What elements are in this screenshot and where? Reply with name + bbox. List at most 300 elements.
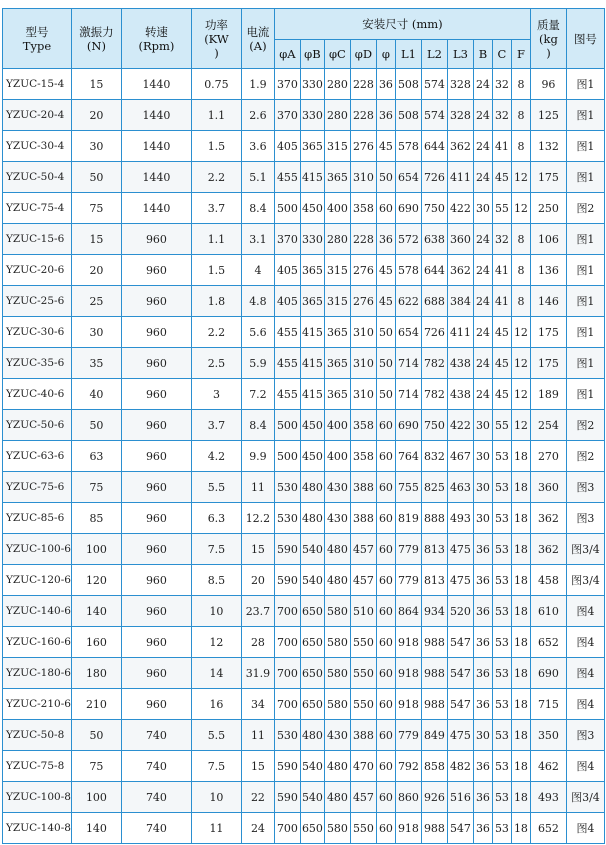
- table-cell: 493: [530, 782, 566, 813]
- table-cell: 36: [473, 813, 492, 844]
- table-cell: YZUC-15-4: [3, 69, 72, 100]
- table-row: [3, 720, 605, 751]
- table-row: [3, 658, 605, 689]
- table-cell: 960: [121, 472, 191, 503]
- table-cell: 740: [121, 751, 191, 782]
- table-cell: 11: [241, 720, 274, 751]
- table-cell: 36: [473, 534, 492, 565]
- table-cell: 280: [324, 224, 350, 255]
- table-cell: 310: [350, 379, 376, 410]
- table-cell: 960: [121, 317, 191, 348]
- table-cell: 463: [447, 472, 473, 503]
- table-cell: 650: [300, 596, 324, 627]
- table-row: [3, 224, 605, 255]
- table-cell: 455: [274, 162, 300, 193]
- table-cell: 422: [447, 410, 473, 441]
- table-cell: 918: [395, 689, 421, 720]
- table-cell: 28: [241, 627, 274, 658]
- table-row: [3, 596, 605, 627]
- table-cell: 36: [376, 100, 395, 131]
- table-cell: 图3: [566, 720, 604, 751]
- table-cell: 530: [274, 503, 300, 534]
- table-cell: 189: [530, 379, 566, 410]
- table-cell: 726: [421, 162, 447, 193]
- table-cell: 20: [71, 100, 121, 131]
- table-cell: 510: [350, 596, 376, 627]
- table-cell: 18: [511, 689, 530, 720]
- table-cell: 175: [530, 317, 566, 348]
- table-cell: 45: [376, 255, 395, 286]
- table-cell: 36: [376, 224, 395, 255]
- table-cell: 24: [473, 100, 492, 131]
- table-cell: 690: [530, 658, 566, 689]
- table-cell: YZUC-210-6: [3, 689, 72, 720]
- table-cell: 18: [511, 441, 530, 472]
- header-power: [191, 9, 241, 69]
- header-dim-9: C: [492, 40, 511, 69]
- table-cell: 23.7: [241, 596, 274, 627]
- table-cell: 457: [350, 782, 376, 813]
- table-cell: 53: [492, 627, 511, 658]
- table-cell: 2.6: [241, 100, 274, 131]
- table-cell: 960: [121, 534, 191, 565]
- table-cell: 457: [350, 565, 376, 596]
- table-cell: 726: [421, 317, 447, 348]
- table-cell: 547: [447, 627, 473, 658]
- table-cell: 590: [274, 751, 300, 782]
- table-cell: 12: [191, 627, 241, 658]
- table-cell: 36: [473, 751, 492, 782]
- table-cell: 24: [473, 317, 492, 348]
- table-cell: 400: [324, 410, 350, 441]
- table-cell: 图1: [566, 162, 604, 193]
- table-cell: 228: [350, 224, 376, 255]
- table-cell: 782: [421, 348, 447, 379]
- table-cell: 516: [447, 782, 473, 813]
- header-dim-3: φD: [350, 40, 376, 69]
- table-cell: YZUC-20-4: [3, 100, 72, 131]
- table-row: [3, 410, 605, 441]
- table-cell: 图1: [566, 255, 604, 286]
- table-cell: 310: [350, 317, 376, 348]
- header-model-label: 型号 Type: [22, 24, 52, 53]
- table-cell: 160: [71, 627, 121, 658]
- table-cell: 480: [324, 565, 350, 596]
- table-cell: 475: [447, 534, 473, 565]
- table-cell: 520: [447, 596, 473, 627]
- table-cell: 652: [530, 627, 566, 658]
- table-cell: 8: [511, 286, 530, 317]
- table-cell: 8: [511, 224, 530, 255]
- table-cell: 55: [492, 193, 511, 224]
- table-cell: 960: [121, 286, 191, 317]
- table-cell: 228: [350, 69, 376, 100]
- table-cell: 960: [121, 565, 191, 596]
- table-cell: 7.2: [241, 379, 274, 410]
- table-cell: YZUC-180-6: [3, 658, 72, 689]
- table-cell: 715: [530, 689, 566, 720]
- table-row: [3, 689, 605, 720]
- table-cell: 508: [395, 100, 421, 131]
- table-cell: 35: [71, 348, 121, 379]
- table-cell: 400: [324, 441, 350, 472]
- table-cell: 480: [324, 534, 350, 565]
- table-cell: 30: [473, 503, 492, 534]
- header-current: [241, 9, 274, 69]
- table-cell: 580: [324, 596, 350, 627]
- table-cell: 8: [511, 69, 530, 100]
- table-cell: 475: [447, 565, 473, 596]
- table-cell: 8.4: [241, 193, 274, 224]
- table-cell: 3.6: [241, 131, 274, 162]
- table-cell: 14: [191, 658, 241, 689]
- table-cell: YZUC-75-6: [3, 472, 72, 503]
- header-force-label: 激振力 (N): [79, 24, 114, 53]
- table-cell: 60: [376, 534, 395, 565]
- table-cell: 8: [511, 255, 530, 286]
- table-cell: 53: [492, 503, 511, 534]
- table-cell: 125: [530, 100, 566, 131]
- header-dim-4: φ: [376, 40, 395, 69]
- table-cell: 330: [300, 100, 324, 131]
- table-cell: 411: [447, 317, 473, 348]
- table-cell: 12: [511, 410, 530, 441]
- table-cell: 714: [395, 348, 421, 379]
- table-cell: 30: [473, 410, 492, 441]
- table-cell: 480: [324, 751, 350, 782]
- table-cell: 53: [492, 689, 511, 720]
- table-cell: 24: [473, 162, 492, 193]
- header-dim-5: L1: [395, 40, 421, 69]
- table-cell: 106: [530, 224, 566, 255]
- table-cell: 60: [376, 782, 395, 813]
- table-cell: 140: [71, 813, 121, 844]
- table-cell: 700: [274, 627, 300, 658]
- table-cell: 960: [121, 379, 191, 410]
- table-cell: 462: [530, 751, 566, 782]
- table-cell: 358: [350, 441, 376, 472]
- table-cell: 12: [511, 348, 530, 379]
- table-cell: 60: [376, 410, 395, 441]
- table-cell: 12.2: [241, 503, 274, 534]
- table-cell: 18: [511, 627, 530, 658]
- header-dim-2: φC: [324, 40, 350, 69]
- table-cell: 590: [274, 534, 300, 565]
- table-cell: 415: [300, 162, 324, 193]
- table-cell: 36: [473, 658, 492, 689]
- table-cell: 650: [300, 627, 324, 658]
- table-row: [3, 255, 605, 286]
- table-cell: 60: [376, 503, 395, 534]
- table-cell: 918: [395, 658, 421, 689]
- table-cell: 365: [324, 317, 350, 348]
- table-cell: 36: [473, 689, 492, 720]
- table-cell: 24: [241, 813, 274, 844]
- table-cell: 50: [376, 379, 395, 410]
- table-cell: 1.9: [241, 69, 274, 100]
- table-cell: 384: [447, 286, 473, 317]
- table-cell: 50: [376, 317, 395, 348]
- table-cell: 362: [447, 131, 473, 162]
- table-cell: 430: [324, 503, 350, 534]
- table-cell: 330: [300, 69, 324, 100]
- table-cell: 330: [300, 224, 324, 255]
- table-cell: 图1: [566, 379, 604, 410]
- table-cell: 18: [511, 658, 530, 689]
- table-row: [3, 441, 605, 472]
- table-cell: 60: [376, 193, 395, 224]
- table-cell: 574: [421, 100, 447, 131]
- table-cell: 918: [395, 627, 421, 658]
- table-cell: 934: [421, 596, 447, 627]
- table-cell: 365: [324, 162, 350, 193]
- table-cell: 120: [71, 565, 121, 596]
- table-row: [3, 627, 605, 658]
- table-cell: 328: [447, 69, 473, 100]
- table-cell: 96: [530, 69, 566, 100]
- table-cell: 740: [121, 720, 191, 751]
- table-cell: 18: [511, 782, 530, 813]
- table-cell: 755: [395, 472, 421, 503]
- table-row: [3, 348, 605, 379]
- table-cell: 547: [447, 658, 473, 689]
- table-cell: 690: [395, 193, 421, 224]
- table-cell: 550: [350, 627, 376, 658]
- table-cell: 24: [473, 224, 492, 255]
- table-cell: 580: [324, 627, 350, 658]
- table-cell: 813: [421, 565, 447, 596]
- table-cell: 45: [376, 286, 395, 317]
- table-cell: 370: [274, 100, 300, 131]
- table-cell: 10: [191, 596, 241, 627]
- table-cell: YZUC-75-4: [3, 193, 72, 224]
- table-cell: 960: [121, 596, 191, 627]
- table-cell: 8: [511, 100, 530, 131]
- table-cell: 860: [395, 782, 421, 813]
- table-cell: 30: [473, 472, 492, 503]
- table-cell: 362: [530, 503, 566, 534]
- table-cell: 图1: [566, 348, 604, 379]
- table-cell: 422: [447, 193, 473, 224]
- table-cell: 100: [71, 782, 121, 813]
- table-cell: 654: [395, 317, 421, 348]
- table-row: [3, 751, 605, 782]
- table-cell: 644: [421, 255, 447, 286]
- table-cell: 358: [350, 410, 376, 441]
- table-cell: 140: [71, 596, 121, 627]
- table-cell: 1440: [121, 131, 191, 162]
- table-cell: YZUC-75-8: [3, 751, 72, 782]
- table-cell: 4.8: [241, 286, 274, 317]
- table-cell: 690: [395, 410, 421, 441]
- table-cell: 30: [71, 131, 121, 162]
- table-cell: 34: [241, 689, 274, 720]
- table-row: [3, 472, 605, 503]
- table-cell: 图1: [566, 224, 604, 255]
- table-cell: 750: [421, 193, 447, 224]
- table-cell: 750: [421, 410, 447, 441]
- table-cell: 654: [395, 162, 421, 193]
- table-cell: 467: [447, 441, 473, 472]
- table-cell: 32: [492, 224, 511, 255]
- table-cell: 450: [300, 193, 324, 224]
- table-cell: YZUC-140-8: [3, 813, 72, 844]
- table-cell: 580: [324, 813, 350, 844]
- table-cell: 36: [473, 627, 492, 658]
- table-cell: 2.2: [191, 162, 241, 193]
- table-cell: 644: [421, 131, 447, 162]
- table-cell: 图4: [566, 627, 604, 658]
- table-cell: 276: [350, 286, 376, 317]
- table-cell: 图1: [566, 131, 604, 162]
- table-cell: 63: [71, 441, 121, 472]
- table-cell: 988: [421, 658, 447, 689]
- table-cell: 370: [274, 224, 300, 255]
- table-cell: 60: [376, 596, 395, 627]
- table-cell: 315: [324, 131, 350, 162]
- table-cell: 500: [274, 441, 300, 472]
- table-cell: 610: [530, 596, 566, 627]
- table-cell: 24: [473, 286, 492, 317]
- table-cell: 228: [350, 100, 376, 131]
- table-cell: 45: [492, 348, 511, 379]
- table-cell: 415: [300, 379, 324, 410]
- table-cell: 图1: [566, 286, 604, 317]
- table-cell: 362: [530, 534, 566, 565]
- table-cell: YZUC-50-6: [3, 410, 72, 441]
- table-cell: 714: [395, 379, 421, 410]
- table-cell: 53: [492, 658, 511, 689]
- table-cell: 540: [300, 782, 324, 813]
- table-cell: 图3/4: [566, 565, 604, 596]
- table-cell: 50: [376, 162, 395, 193]
- table-cell: 688: [421, 286, 447, 317]
- table-row: [3, 534, 605, 565]
- table-cell: 530: [274, 472, 300, 503]
- table-cell: 60: [376, 720, 395, 751]
- table-cell: 276: [350, 255, 376, 286]
- table-cell: 362: [447, 255, 473, 286]
- table-cell: 60: [376, 565, 395, 596]
- table-cell: 470: [350, 751, 376, 782]
- table-cell: 888: [421, 503, 447, 534]
- table-row: [3, 379, 605, 410]
- table-cell: 960: [121, 410, 191, 441]
- table-cell: 400: [324, 193, 350, 224]
- table-cell: 9.9: [241, 441, 274, 472]
- table-cell: 4: [241, 255, 274, 286]
- table-cell: 405: [274, 255, 300, 286]
- table-cell: 5.5: [191, 472, 241, 503]
- table-cell: 310: [350, 348, 376, 379]
- table-cell: 75: [71, 193, 121, 224]
- table-cell: 53: [492, 596, 511, 627]
- table-cell: 508: [395, 69, 421, 100]
- table-cell: 530: [274, 720, 300, 751]
- table-cell: 2.2: [191, 317, 241, 348]
- table-cell: 75: [71, 751, 121, 782]
- table-cell: 328: [447, 100, 473, 131]
- table-cell: 540: [300, 565, 324, 596]
- table-cell: 6.3: [191, 503, 241, 534]
- table-cell: 450: [300, 441, 324, 472]
- table-cell: 50: [71, 162, 121, 193]
- table-cell: 30: [473, 193, 492, 224]
- table-cell: 500: [274, 410, 300, 441]
- table-cell: 782: [421, 379, 447, 410]
- table-cell: 411: [447, 162, 473, 193]
- table-cell: 650: [300, 658, 324, 689]
- table-cell: 7.5: [191, 534, 241, 565]
- table-cell: 276: [350, 131, 376, 162]
- table-cell: 480: [300, 503, 324, 534]
- table-row: [3, 317, 605, 348]
- table-cell: 574: [421, 69, 447, 100]
- table-cell: 1.1: [191, 100, 241, 131]
- table-cell: 146: [530, 286, 566, 317]
- header-mass: [530, 9, 566, 69]
- table-cell: 36: [473, 782, 492, 813]
- table-cell: 53: [492, 813, 511, 844]
- table-cell: 25: [71, 286, 121, 317]
- table-cell: 1440: [121, 162, 191, 193]
- table-cell: YZUC-35-6: [3, 348, 72, 379]
- table-cell: 图3/4: [566, 782, 604, 813]
- table-cell: 11: [241, 472, 274, 503]
- header-speed: [121, 9, 191, 69]
- table-cell: 图4: [566, 813, 604, 844]
- table-cell: 53: [492, 565, 511, 596]
- table-cell: 图1: [566, 317, 604, 348]
- table-cell: 图2: [566, 193, 604, 224]
- spec-table-container: [2, 8, 605, 844]
- table-cell: 360: [447, 224, 473, 255]
- table-cell: 图1: [566, 100, 604, 131]
- table-cell: 405: [274, 286, 300, 317]
- header-power-label: 功率 (KW ): [204, 17, 229, 60]
- header-dim-1: φB: [300, 40, 324, 69]
- table-cell: 15: [241, 534, 274, 565]
- table-cell: 988: [421, 627, 447, 658]
- table-row: [3, 782, 605, 813]
- table-cell: 36: [473, 565, 492, 596]
- table-cell: 75: [71, 472, 121, 503]
- table-cell: 40: [71, 379, 121, 410]
- table-cell: 18: [511, 565, 530, 596]
- table-cell: 18: [511, 596, 530, 627]
- table-cell: 2.5: [191, 348, 241, 379]
- table-row: [3, 100, 605, 131]
- header-dim-7: L3: [447, 40, 473, 69]
- table-cell: 24: [473, 255, 492, 286]
- table-cell: 3.1: [241, 224, 274, 255]
- table-cell: 652: [530, 813, 566, 844]
- table-cell: 15: [71, 69, 121, 100]
- table-cell: 3.7: [191, 193, 241, 224]
- table-cell: 5.6: [241, 317, 274, 348]
- table-cell: 270: [530, 441, 566, 472]
- table-cell: 60: [376, 441, 395, 472]
- table-cell: 988: [421, 689, 447, 720]
- table-cell: 254: [530, 410, 566, 441]
- table-cell: 779: [395, 565, 421, 596]
- table-cell: 32: [492, 100, 511, 131]
- table-cell: 8.4: [241, 410, 274, 441]
- table-cell: 250: [530, 193, 566, 224]
- table-cell: 455: [274, 379, 300, 410]
- table-cell: 85: [71, 503, 121, 534]
- table-cell: 455: [274, 348, 300, 379]
